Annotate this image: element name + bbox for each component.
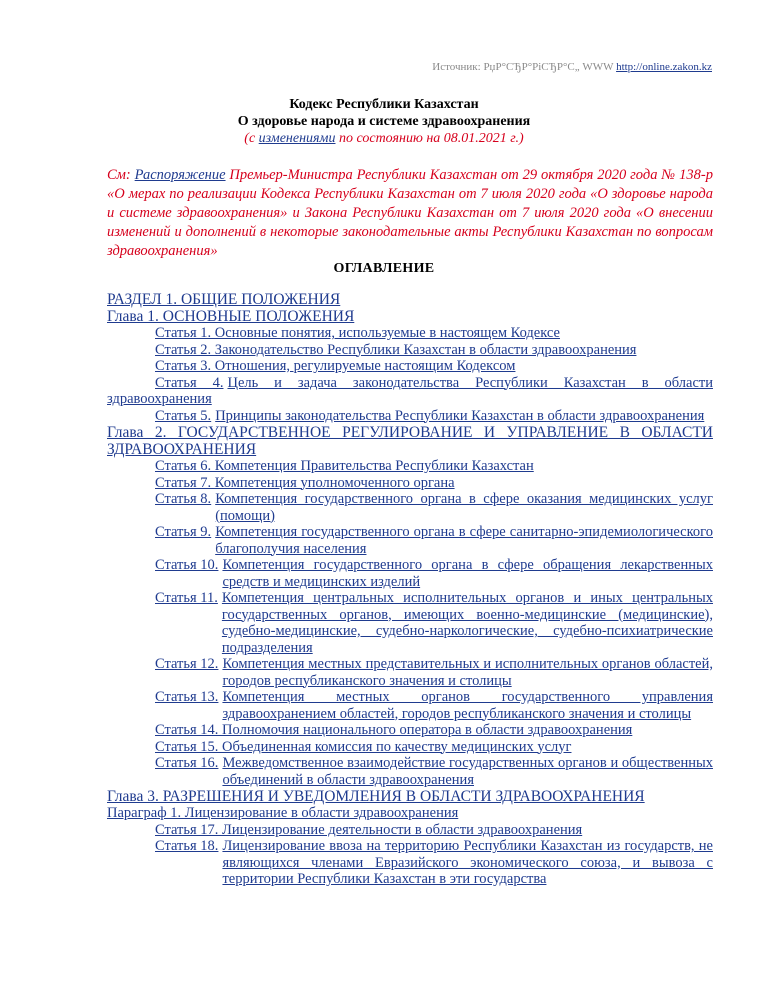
toc-article-5-num[interactable]: Статья 5. — [155, 407, 212, 424]
toc-chapter-1[interactable]: Глава 1. ОСНОВНЫЕ ПОЛОЖЕНИЯ — [107, 308, 355, 325]
toc-article-6[interactable]: Статья 6. Компетенция Правительства Республики Казахстан — [155, 458, 534, 474]
toc-article-10-num[interactable]: Статья 10. — [155, 557, 219, 573]
source-link[interactable]: http://online.zakon.kz — [616, 61, 712, 73]
amendments-link[interactable]: изменениями — [258, 131, 336, 146]
toc-article-18-text[interactable]: Лицензирование ввоза на территорию Республики Казахстан из государств, не являющихся членами Евразийского экономического союза, и вывоза с территории Республики Казахстан в эти государства — [222, 838, 713, 888]
toc-article-12-text[interactable]: Компетенция местных представительных и исполнительных органов областей, городов республиканского значения и столицы — [222, 656, 713, 689]
toc-article-16[interactable] — [155, 755, 713, 788]
toc-article-18[interactable] — [155, 838, 713, 888]
table-of-contents — [107, 291, 713, 888]
toc-article-4[interactable] — [107, 375, 713, 408]
toc-article-9-num[interactable]: Статья 9. — [155, 524, 212, 540]
toc-article-9-text[interactable]: Компетенция государственного органа в сфере санитарно-эпидемиологического благополучия населения — [215, 524, 713, 557]
toc-paragraph-1[interactable]: Параграф 1. Лицензирование в области здравоохранения — [107, 805, 459, 821]
source-prefix: Источник: РџР°СЂР°РіСЂР°С„ WWW — [432, 61, 614, 73]
toc-article-16-text[interactable]: Межведомственное взаимодействие государственных органов и общественных объединений в области здравоохранения — [222, 755, 713, 788]
toc-article-8-text[interactable]: Компетенция государственного органа в сфере оказания медицинских услуг (помощи) — [215, 491, 713, 524]
toc-article-12-num[interactable]: Статья 12. — [155, 656, 219, 672]
toc-article-12[interactable] — [155, 656, 713, 689]
source-line — [432, 61, 712, 73]
toc-article-13-num[interactable]: Статья 13. — [155, 689, 219, 705]
toc-article-17[interactable]: Статья 17. Лицензирование деятельности в области здравоохранения — [155, 821, 583, 838]
toc-chapter-2[interactable]: Глава 2. ГОСУДАРСТВЕННОЕ РЕГУЛИРОВАНИЕ И УПРАВЛЕНИЕ В ОБЛАСТИ ЗДРАВООХРАНЕНИЯ — [107, 424, 713, 458]
toc-article-11[interactable] — [155, 590, 713, 656]
toc-article-11-num[interactable]: Статья 11. — [155, 590, 218, 606]
toc-article-5[interactable] — [107, 408, 713, 425]
amendments-rest: по состоянию на 08.01.2021 г.) — [335, 131, 524, 146]
toc-article-9[interactable] — [155, 524, 713, 557]
toc-article-5-text[interactable]: Принципы законодательства Республики Казахстан в области здравоохранения — [215, 407, 705, 424]
toc-article-11-text[interactable]: Компетенция центральных исполнительных органов и иных центральных государственных органов, имеющих военно-медицинские (медицинские), судебно-медицинские, судебно-наркологические, судебно-психиатрические подразделения — [221, 590, 713, 656]
toc-article-13[interactable] — [155, 689, 713, 722]
toc-article-10-text[interactable]: Компетенция государственного органа в сфере обращения лекарственных средств и медицинских изделий — [222, 557, 713, 590]
toc-article-4-num[interactable]: Статья 4. — [155, 374, 224, 391]
toc-article-7[interactable]: Статья 7. Компетенция уполномоченного органа — [155, 474, 455, 491]
toc-article-3[interactable]: Статья 3. Отношения, регулируемые настоящим Кодексом — [155, 358, 516, 374]
see-prefix: См: — [107, 167, 135, 183]
toc-article-16-num[interactable]: Статья 16. — [155, 755, 219, 771]
toc-article-8[interactable] — [155, 491, 713, 524]
title-line-1: Кодекс Республики Казахстан — [289, 97, 479, 112]
toc-heading: ОГЛАВЛЕНИЕ — [333, 261, 435, 276]
amendments-note — [0, 130, 768, 147]
toc-article-10[interactable] — [155, 557, 713, 590]
toc-section-1[interactable]: РАЗДЕЛ 1. ОБЩИЕ ПОЛОЖЕНИЯ — [107, 291, 341, 308]
toc-article-18-num[interactable]: Статья 18. — [155, 838, 219, 855]
title-line-2: О здоровье народа и системе здравоохранения — [237, 114, 531, 129]
toc-article-15[interactable]: Статья 15. Объединенная комиссия по качеству медицинских услуг — [155, 738, 572, 755]
see-text: Премьер-Министра Республики Казахстан от 29 октября 2020 года № 138-р «О мерах по реализации Кодекса Республики Казахстан от 7 июля 2020 года «О здоровье народа и системе здравоохранения» и Закона Республики Казахстан от 7 июля 2020 года «О внесении изменений и дополнений в некоторые законодательные акты Республики Казахстан по вопросам здравоохранения» — [107, 167, 713, 259]
toc-article-13-text[interactable]: Компетенция местных органов государственного управления здравоохранением областей, городов республиканского значения и столицы — [222, 689, 713, 722]
toc-article-1[interactable]: Статья 1. Основные понятия, используемые в настоящем Кодексе — [155, 325, 560, 341]
toc-article-14[interactable]: Статья 14. Полномочия национального оператора в области здравоохранения — [155, 722, 633, 738]
toc-chapter-3[interactable]: Глава 3. РАЗРЕШЕНИЯ И УВЕДОМЛЕНИЯ В ОБЛАСТИ ЗДРАВООХРАНЕНИЯ — [107, 788, 645, 805]
see-link[interactable]: Распоряжение — [134, 167, 226, 183]
toc-article-8-num[interactable]: Статья 8. — [155, 491, 212, 507]
amendments-open: (с — [244, 131, 259, 146]
see-also-note — [107, 166, 713, 261]
document-title — [0, 96, 768, 147]
toc-article-4-text[interactable]: Цель и задача законодательства Республики Казахстан в области здравоохранения — [107, 374, 713, 407]
toc-article-2[interactable]: Статья 2. Законодательство Республики Казахстан в области здравоохранения — [155, 341, 637, 358]
